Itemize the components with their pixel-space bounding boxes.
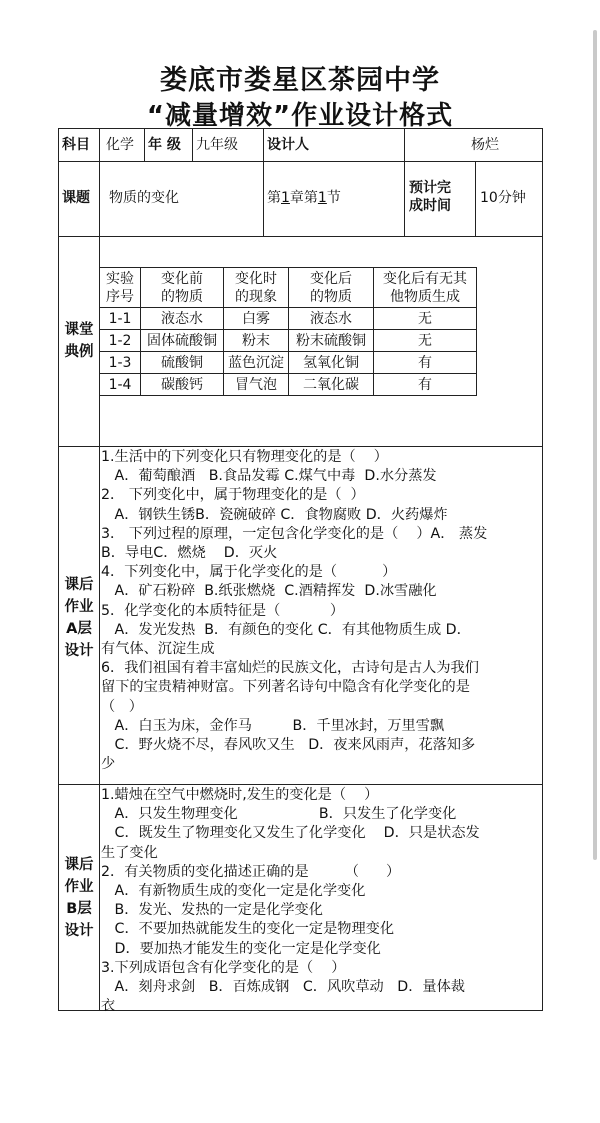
header-cell: 变化后有无其 他物质生成 (374, 268, 477, 308)
table-cell: 有 (374, 352, 477, 374)
table-cell: 1-1 (100, 308, 141, 330)
designer-label: 设计人 (267, 137, 309, 153)
table-cell: 无 (374, 308, 477, 330)
question-line: D．要加热才能发生的变化一定是化学变化 (101, 940, 381, 957)
b-layer-label-line: 设计 (64, 923, 94, 939)
chapter-section (267, 189, 341, 207)
table-cell: 1-3 (100, 352, 141, 374)
grade-label: 年 级 (148, 137, 181, 153)
question-line: 衣 (101, 998, 116, 1015)
question-line: （ ） (101, 698, 143, 715)
table-cell: 二氧化碳 (289, 374, 374, 396)
column-divider (192, 129, 193, 161)
design-form-table (58, 128, 543, 1015)
section-number: 1 (317, 190, 327, 206)
a-layer-questions (101, 448, 541, 774)
question-line: A．刻舟求剑 B．百炼成钢 C．风吹草动 D．量体裁 (101, 979, 465, 996)
row-divider (59, 236, 542, 237)
table-cell: 氢氧化铜 (289, 352, 374, 374)
question-line: 有气体、沉淀生成 (101, 641, 215, 658)
question-line: A．白玉为床，金作马 B．千里冰封，万里雪飘 (101, 717, 445, 734)
b-layer-label-line: B层 (66, 901, 92, 917)
topic-label: 课题 (62, 190, 90, 206)
row-divider (59, 161, 542, 162)
column-divider (404, 129, 405, 236)
table-cell: 粉末 (224, 330, 289, 352)
table-row (100, 374, 477, 396)
b-layer-questions (101, 786, 541, 1016)
column-divider (144, 129, 145, 161)
a-layer-label-line: 课后 (64, 577, 94, 593)
question-line: 3． 下列过程的原理，一定包含化学变化的是（ ）A． 蒸发 (101, 525, 488, 542)
b-layer-label-line: 课后 (64, 857, 94, 873)
table-cell: 硫酸铜 (141, 352, 224, 374)
table-cell: 无 (374, 330, 477, 352)
section-suffix: 节 (326, 190, 341, 206)
school-title: 娄底市娄星区茶园中学 (160, 65, 440, 96)
topic-value: 物质的变化 (109, 190, 179, 206)
table-cell: 蓝色沉淀 (224, 352, 289, 374)
question-line: B．导电C．燃烧 D．灭火 (101, 545, 278, 562)
question-line: 1.蜡烛在空气中燃烧时,发生的变化是（ ） (101, 787, 379, 803)
subject-label: 科目 (62, 137, 90, 153)
table-cell: 固体硫酸铜 (141, 330, 224, 352)
a-layer-label-line: 作业 (64, 599, 94, 615)
time-label-line2: 成时间 (409, 198, 451, 214)
question-line: 5．化学变化的本质特征是（ ） (101, 602, 345, 619)
question-line: 生了变化 (101, 844, 158, 861)
a-layer-label-line: 设计 (64, 643, 94, 659)
example-label-line1: 课堂 (64, 322, 94, 338)
chapter-prefix: 第 (267, 190, 281, 206)
row-divider (59, 446, 542, 447)
table-cell: 1-4 (100, 374, 141, 396)
header-cell: 实验 序号 (100, 268, 141, 308)
document-title: “减量增效”作业设计格式 (146, 101, 454, 131)
table-row (100, 308, 477, 330)
question-line: A．葡萄酿酒 B.食品发霉 C.煤气中毒 D.水分蒸发 (101, 468, 437, 485)
table-cell: 液态水 (289, 308, 374, 330)
table-cell: 液态水 (141, 308, 224, 330)
table-cell: 碳酸钙 (141, 374, 224, 396)
b-layer-label-line: 作业 (64, 879, 94, 895)
table-cell: 1-2 (100, 330, 141, 352)
header-cell: 变化前 的物质 (141, 268, 224, 308)
b-layer-label (60, 854, 98, 942)
table-row (100, 352, 477, 374)
a-layer-label-line: A层 (66, 621, 92, 637)
header-cell: 变化时 的现象 (224, 268, 289, 308)
scrollbar[interactable] (593, 30, 597, 860)
experiment-table-header (100, 268, 477, 308)
question-line: 2． 下列变化中，属于物理变化的是（ ） (101, 487, 365, 504)
question-line: 3.下列成语包含有化学变化的是（ ） (101, 959, 346, 976)
question-line: A．矿石粉碎 B.纸张燃烧 C.酒精挥发 D.冰雪融化 (101, 583, 437, 600)
question-line: 2．有关物质的变化描述正确的是 （ ） (101, 863, 401, 880)
table-cell: 冒气泡 (224, 374, 289, 396)
question-line: A．发光发热 B．有颜色的变化 C．有其他物质生成 D． (101, 621, 471, 638)
question-line: 留下的宝贵精神财富。下列著名诗句中隐含有化学变化的是 (101, 679, 470, 696)
table-row (100, 330, 477, 352)
question-line: A．只发生物理变化 B．只发生了化学变化 (101, 806, 457, 823)
chapter-mid: 章第 (289, 190, 318, 206)
example-label-line2: 典例 (64, 344, 94, 360)
time-label-line1: 预计完 (409, 180, 451, 196)
question-line: 1.生活中的下列变化只有物理变化的是（ ） (101, 449, 388, 465)
question-line: B．发光、发热的一定是化学变化 (101, 902, 323, 919)
subject-value: 化学 (106, 137, 134, 153)
grade-value: 九年级 (196, 137, 238, 153)
time-label (409, 179, 451, 215)
column-divider (99, 129, 100, 1010)
designer-value: 杨烂 (471, 137, 499, 153)
a-layer-label (60, 574, 98, 662)
chapter-number: 1 (281, 190, 290, 206)
table-cell: 有 (374, 374, 477, 396)
table-cell: 白雾 (224, 308, 289, 330)
experiment-table (99, 267, 477, 396)
column-divider (475, 161, 476, 236)
question-line: 4．下列变化中，属于化学变化的是（ ） (101, 564, 397, 581)
question-line: A．钢铁生锈B．瓷碗破碎 C．食物腐败 D．火药爆炸 (101, 506, 448, 523)
example-label (60, 319, 98, 363)
row-divider (59, 784, 542, 785)
question-line: 少 (101, 756, 116, 773)
time-value: 10分钟 (480, 190, 526, 206)
header-cell: 变化后 的物质 (289, 268, 374, 308)
question-line: C．不要加热就能发生的变化一定是物理变化 (101, 921, 395, 938)
question-line: C．野火烧不尽，春风吹又生 D．夜来风雨声，花落知多 (101, 737, 476, 754)
question-line: 6．我们祖国有着丰富灿烂的民族文化，古诗句是古人为我们 (101, 660, 479, 677)
question-line: A．有新物质生成的变化一定是化学变化 (101, 883, 366, 900)
table-cell: 粉末硫酸铜 (289, 330, 374, 352)
question-line: C．既发生了物理变化又发生了化学变化 D．只是状态发 (101, 825, 480, 842)
column-divider (263, 129, 264, 236)
